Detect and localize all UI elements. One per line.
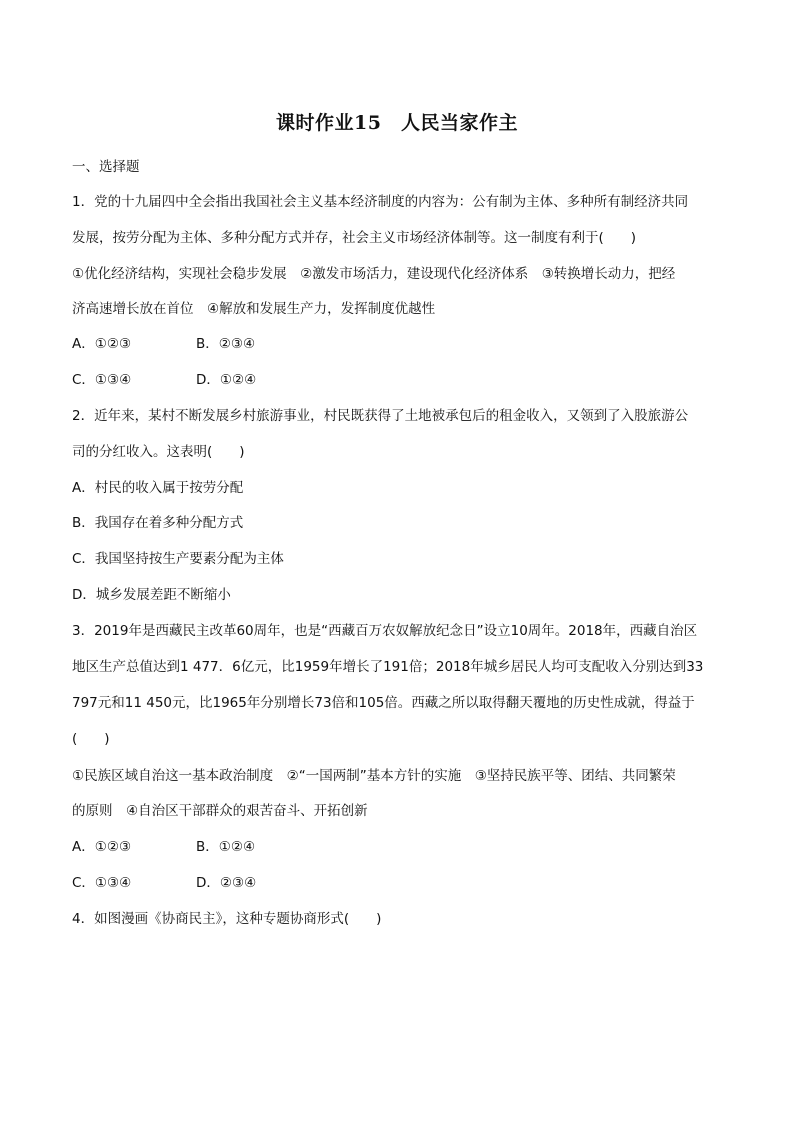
q3-items-line-1: ①民族区域自治这一基本政治制度 ②“一国两制”基本方针的实施 ③坚持民族平等、团结、共同繁荣 xyxy=(72,768,676,784)
q4-stem-line-1: 4．如图漫画《协商民主》，这种专题协商形式( ) xyxy=(72,911,382,927)
q1-option-b[interactable]: B．②③④ xyxy=(196,336,256,352)
q1-option-a[interactable]: A．①②③ xyxy=(72,336,132,352)
q2-stem-line-2: 司的分红收入。这表明( ) xyxy=(72,444,245,460)
page-title: 课时作业15 人民当家作主 xyxy=(276,112,518,134)
q3-items-line-2: 的原则 ④自治区干部群众的艰苦奋斗、开拓创新 xyxy=(72,803,368,819)
q2-option-d[interactable]: D．城乡发展差距不断缩小 xyxy=(72,587,231,603)
q2-option-c[interactable]: C．我国坚持按生产要素分配为主体 xyxy=(72,551,284,567)
q3-option-b[interactable]: B．①②④ xyxy=(196,839,256,855)
q1-stem-line-2: 发展，按劳分配为主体、多种分配方式并存，社会主义市场经济体制等。这一制度有利于( ) xyxy=(72,230,637,246)
q3-option-d[interactable]: D．②③④ xyxy=(196,875,257,891)
q1-stem-line-1: 1．党的十九届四中全会指出我国社会主义基本经济制度的内容为：公有制为主体、多种所有制经济共同 xyxy=(72,194,689,210)
q2-option-b[interactable]: B．我国存在着多种分配方式 xyxy=(72,515,244,531)
q3-stem-line-4: ( ) xyxy=(72,731,110,747)
q3-option-c[interactable]: C．①③④ xyxy=(72,875,132,891)
q3-stem-line-2: 地区生产总值达到1 477．6亿元，比1959年增长了191倍；2018年城乡居民人均可支配收入分别达到33 xyxy=(72,659,704,675)
q3-stem-line-1: 3．2019年是西藏民主改革60周年，也是“西藏百万农奴解放纪念日”设立10周年。2018年，西藏自治区 xyxy=(72,623,698,639)
section-heading: 一、选择题 xyxy=(72,159,140,175)
q3-stem-line-3: 797元和11 450元，比1965年分别增长73倍和105倍。西藏之所以取得翻天覆地的历史性成就，得益于 xyxy=(72,695,695,711)
q1-option-d[interactable]: D．①②④ xyxy=(196,372,257,388)
q3-option-a[interactable]: A．①②③ xyxy=(72,839,132,855)
q1-option-c[interactable]: C．①③④ xyxy=(72,372,132,388)
q2-stem-line-1: 2．近年来，某村不断发展乡村旅游事业，村民既获得了土地被承包后的租金收入，又领到了入股旅游公 xyxy=(72,408,689,424)
q2-option-a[interactable]: A．村民的收入属于按劳分配 xyxy=(72,480,244,496)
q1-items-line-1: ①优化经济结构，实现社会稳步发展 ②激发市场活力，建设现代化经济体系 ③转换增长动力，把经 xyxy=(72,266,676,282)
q1-items-line-2: 济高速增长放在首位 ④解放和发展生产力，发挥制度优越性 xyxy=(72,301,436,317)
